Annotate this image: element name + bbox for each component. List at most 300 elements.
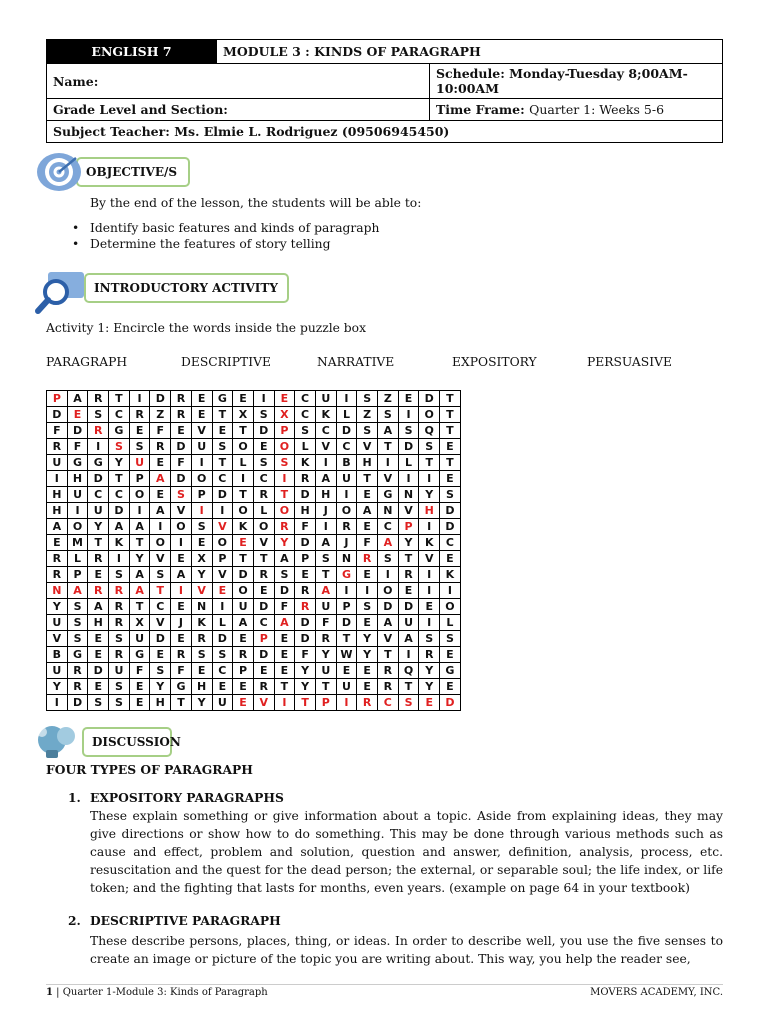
puzzle-cell: S: [212, 439, 233, 455]
puzzle-cell: R: [88, 583, 109, 599]
puzzle-cell: G: [440, 663, 461, 679]
puzzle-cell: T: [440, 423, 461, 439]
puzzle-cell: I: [336, 391, 357, 407]
puzzle-cell: U: [88, 503, 109, 519]
puzzle-cell: R: [109, 615, 130, 631]
puzzle-cell: A: [378, 423, 399, 439]
puzzle-cell: I: [129, 503, 150, 519]
puzzle-cell: P: [274, 423, 295, 439]
puzzle-cell: S: [357, 423, 378, 439]
puzzle-cell: S: [419, 631, 440, 647]
puzzle-cell: Z: [150, 407, 171, 423]
puzzle-cell: R: [67, 663, 88, 679]
puzzle-cell: A: [315, 471, 336, 487]
puzzle-cell: T: [295, 695, 316, 711]
puzzle-cell: A: [67, 391, 88, 407]
puzzle-cell: V: [419, 551, 440, 567]
grade-level-label: Grade Level and Section:: [47, 99, 430, 121]
puzzle-cell: R: [171, 407, 192, 423]
puzzle-cell: F: [295, 647, 316, 663]
puzzle-cell: H: [88, 615, 109, 631]
puzzle-cell: K: [109, 535, 130, 551]
puzzle-cell: K: [315, 407, 336, 423]
puzzle-cell: T: [440, 455, 461, 471]
puzzle-cell: E: [129, 423, 150, 439]
word-puzzle-grid: [46, 390, 461, 711]
puzzle-cell: T: [88, 535, 109, 551]
puzzle-cell: U: [109, 663, 130, 679]
puzzle-cell: S: [67, 599, 88, 615]
puzzle-row: [47, 663, 461, 679]
puzzle-cell: E: [253, 439, 274, 455]
puzzle-cell: E: [233, 695, 254, 711]
puzzle-cell: P: [336, 599, 357, 615]
puzzle-cell: T: [150, 583, 171, 599]
puzzle-cell: A: [150, 471, 171, 487]
puzzle-cell: S: [440, 631, 461, 647]
puzzle-cell: E: [191, 663, 212, 679]
puzzle-cell: D: [171, 471, 192, 487]
puzzle-cell: V: [191, 583, 212, 599]
puzzle-cell: E: [233, 679, 254, 695]
puzzle-cell: S: [191, 647, 212, 663]
puzzle-cell: D: [47, 407, 68, 423]
puzzle-cell: L: [440, 615, 461, 631]
puzzle-cell: T: [315, 679, 336, 695]
puzzle-cell: H: [357, 455, 378, 471]
puzzle-cell: E: [88, 631, 109, 647]
puzzle-cell: S: [67, 615, 88, 631]
subject-cell: ENGLISH 7: [47, 40, 217, 64]
puzzle-cell: Y: [419, 679, 440, 695]
puzzle-cell: E: [398, 391, 419, 407]
puzzle-cell: R: [378, 679, 399, 695]
teacher-cell: Subject Teacher: Ms. Elmie L. Rodriguez (09506945450): [47, 121, 723, 143]
puzzle-cell: T: [398, 551, 419, 567]
puzzle-cell: E: [233, 535, 254, 551]
puzzle-cell: R: [357, 551, 378, 567]
puzzle-cell: L: [67, 551, 88, 567]
puzzle-cell: F: [171, 455, 192, 471]
puzzle-cell: E: [440, 551, 461, 567]
word-item: EXPOSITORY: [452, 355, 537, 369]
puzzle-cell: R: [47, 551, 68, 567]
puzzle-cell: T: [378, 439, 399, 455]
puzzle-cell: U: [129, 455, 150, 471]
puzzle-cell: X: [191, 551, 212, 567]
puzzle-cell: T: [253, 551, 274, 567]
puzzle-cell: C: [253, 615, 274, 631]
puzzle-cell: T: [129, 599, 150, 615]
footer-school: MOVERS ACADEMY, INC.: [590, 987, 723, 998]
puzzle-cell: R: [233, 647, 254, 663]
puzzle-cell: O: [233, 439, 254, 455]
puzzle-cell: I: [88, 439, 109, 455]
puzzle-cell: I: [212, 599, 233, 615]
puzzle-cell: E: [212, 423, 233, 439]
puzzle-cell: E: [191, 391, 212, 407]
puzzle-cell: I: [378, 567, 399, 583]
puzzle-cell: L: [233, 455, 254, 471]
lightbulb-puzzle-icon: [34, 722, 84, 762]
puzzle-cell: Z: [378, 391, 399, 407]
puzzle-cell: O: [212, 535, 233, 551]
puzzle-cell: S: [109, 679, 130, 695]
puzzle-cell: T: [440, 407, 461, 423]
word-list: [46, 355, 726, 371]
puzzle-cell: I: [253, 391, 274, 407]
puzzle-cell: S: [88, 695, 109, 711]
puzzle-cell: I: [109, 551, 130, 567]
puzzle-cell: U: [336, 471, 357, 487]
puzzle-cell: R: [419, 647, 440, 663]
puzzle-cell: A: [129, 519, 150, 535]
header-table: [46, 39, 723, 143]
puzzle-cell: I: [419, 567, 440, 583]
objective-list: [90, 220, 379, 252]
puzzle-cell: F: [274, 599, 295, 615]
puzzle-cell: C: [295, 391, 316, 407]
activity-instruction: Activity 1: Encircle the words inside the puzzle box: [46, 321, 367, 335]
puzzle-cell: Z: [357, 407, 378, 423]
puzzle-row: [47, 439, 461, 455]
puzzle-cell: Y: [150, 679, 171, 695]
puzzle-cell: Q: [419, 423, 440, 439]
puzzle-cell: D: [336, 615, 357, 631]
puzzle-cell: F: [357, 535, 378, 551]
puzzle-cell: I: [398, 407, 419, 423]
puzzle-cell: L: [336, 407, 357, 423]
puzzle-cell: E: [233, 631, 254, 647]
puzzle-cell: D: [336, 423, 357, 439]
puzzle-cell: E: [253, 663, 274, 679]
puzzle-cell: A: [129, 583, 150, 599]
puzzle-cell: A: [88, 599, 109, 615]
puzzle-cell: S: [378, 551, 399, 567]
puzzle-cell: K: [233, 519, 254, 535]
puzzle-cell: E: [440, 439, 461, 455]
puzzle-cell: E: [357, 615, 378, 631]
word-item: NARRATIVE: [317, 355, 395, 369]
puzzle-cell: Y: [191, 695, 212, 711]
puzzle-cell: E: [171, 551, 192, 567]
puzzle-cell: R: [47, 439, 68, 455]
puzzle-cell: D: [67, 423, 88, 439]
puzzle-row: [47, 695, 461, 711]
puzzle-cell: E: [274, 391, 295, 407]
puzzle-cell: U: [67, 487, 88, 503]
puzzle-cell: F: [150, 423, 171, 439]
puzzle-cell: I: [336, 695, 357, 711]
puzzle-cell: T: [378, 647, 399, 663]
puzzle-cell: H: [47, 503, 68, 519]
puzzle-cell: C: [212, 663, 233, 679]
puzzle-cell: C: [315, 423, 336, 439]
puzzle-cell: P: [233, 663, 254, 679]
time-frame-cell: [430, 99, 723, 121]
puzzle-cell: P: [253, 631, 274, 647]
puzzle-cell: E: [171, 631, 192, 647]
puzzle-cell: A: [171, 567, 192, 583]
puzzle-cell: L: [295, 439, 316, 455]
puzzle-cell: D: [150, 631, 171, 647]
puzzle-cell: G: [129, 647, 150, 663]
puzzle-cell: P: [212, 551, 233, 567]
puzzle-cell: O: [233, 503, 254, 519]
puzzle-row: [47, 599, 461, 615]
puzzle-row: [47, 567, 461, 583]
schedule-cell: Schedule: Monday-Tuesday 8;00AM-10:00AM: [430, 64, 723, 99]
puzzle-cell: O: [274, 439, 295, 455]
puzzle-cell: E: [440, 471, 461, 487]
puzzle-cell: Y: [398, 535, 419, 551]
puzzle-cell: U: [47, 663, 68, 679]
puzzle-cell: D: [295, 631, 316, 647]
page-footer: [46, 984, 723, 998]
puzzle-cell: O: [67, 519, 88, 535]
puzzle-cell: R: [67, 679, 88, 695]
section-number: 1.: [68, 790, 81, 805]
puzzle-cell: R: [253, 567, 274, 583]
puzzle-cell: T: [212, 407, 233, 423]
puzzle-cell: C: [295, 407, 316, 423]
objective-item: • Identify basic features and kinds of paragraph: [90, 220, 379, 236]
puzzle-cell: P: [67, 567, 88, 583]
word-item: DESCRIPTIVE: [181, 355, 271, 369]
puzzle-cell: D: [378, 599, 399, 615]
puzzle-cell: I: [67, 503, 88, 519]
puzzle-cell: Y: [295, 663, 316, 679]
puzzle-cell: R: [274, 519, 295, 535]
puzzle-cell: I: [419, 583, 440, 599]
puzzle-cell: S: [109, 695, 130, 711]
puzzle-row: [47, 471, 461, 487]
puzzle-cell: P: [47, 391, 68, 407]
puzzle-cell: R: [315, 631, 336, 647]
puzzle-cell: F: [67, 439, 88, 455]
puzzle-cell: R: [171, 391, 192, 407]
puzzle-cell: R: [357, 695, 378, 711]
puzzle-cell: O: [440, 599, 461, 615]
puzzle-cell: D: [88, 471, 109, 487]
puzzle-cell: S: [315, 551, 336, 567]
puzzle-cell: D: [150, 391, 171, 407]
puzzle-cell: S: [378, 407, 399, 423]
word-item: PARAGRAPH: [46, 355, 128, 369]
puzzle-cell: U: [233, 599, 254, 615]
puzzle-cell: B: [336, 455, 357, 471]
puzzle-cell: C: [150, 599, 171, 615]
puzzle-cell: R: [253, 487, 274, 503]
puzzle-cell: Y: [47, 599, 68, 615]
puzzle-cell: Y: [419, 487, 440, 503]
puzzle-cell: A: [378, 615, 399, 631]
puzzle-cell: O: [233, 583, 254, 599]
puzzle-cell: K: [295, 455, 316, 471]
puzzle-cell: G: [212, 391, 233, 407]
word-item: PERSUASIVE: [587, 355, 672, 369]
puzzle-cell: R: [109, 599, 130, 615]
puzzle-cell: I: [336, 583, 357, 599]
puzzle-cell: Y: [295, 679, 316, 695]
puzzle-cell: G: [88, 455, 109, 471]
puzzle-cell: D: [171, 439, 192, 455]
puzzle-cell: O: [274, 503, 295, 519]
puzzle-cell: U: [315, 391, 336, 407]
puzzle-cell: Y: [129, 551, 150, 567]
puzzle-cell: S: [109, 439, 130, 455]
puzzle-cell: O: [378, 583, 399, 599]
puzzle-cell: V: [47, 631, 68, 647]
puzzle-cell: X: [129, 615, 150, 631]
puzzle-cell: D: [295, 487, 316, 503]
section-number: 2.: [68, 913, 81, 928]
puzzle-cell: E: [191, 407, 212, 423]
puzzle-cell: K: [419, 535, 440, 551]
intro-activity-title: INTRODUCTORY ACTIVITY: [84, 273, 289, 303]
puzzle-cell: A: [129, 567, 150, 583]
puzzle-cell: G: [171, 679, 192, 695]
time-frame-value: Quarter 1: Weeks 5-6: [529, 102, 665, 117]
puzzle-cell: U: [47, 455, 68, 471]
puzzle-cell: D: [253, 423, 274, 439]
puzzle-cell: E: [274, 647, 295, 663]
puzzle-cell: A: [150, 503, 171, 519]
puzzle-cell: J: [171, 615, 192, 631]
puzzle-cell: T: [440, 391, 461, 407]
puzzle-cell: U: [315, 663, 336, 679]
puzzle-cell: P: [129, 471, 150, 487]
puzzle-cell: E: [171, 423, 192, 439]
puzzle-cell: E: [88, 679, 109, 695]
puzzle-cell: P: [191, 487, 212, 503]
puzzle-cell: V: [315, 439, 336, 455]
puzzle-cell: T: [233, 487, 254, 503]
puzzle-cell: V: [212, 567, 233, 583]
puzzle-cell: I: [419, 471, 440, 487]
puzzle-cell: T: [336, 631, 357, 647]
puzzle-row: [47, 535, 461, 551]
puzzle-cell: B: [47, 647, 68, 663]
puzzle-cell: H: [150, 695, 171, 711]
puzzle-cell: D: [398, 599, 419, 615]
discussion-title: DISCUSSION: [82, 727, 172, 757]
puzzle-cell: G: [67, 455, 88, 471]
puzzle-cell: J: [315, 503, 336, 519]
puzzle-cell: I: [336, 487, 357, 503]
puzzle-cell: X: [233, 407, 254, 423]
puzzle-row: [47, 615, 461, 631]
puzzle-cell: I: [47, 471, 68, 487]
puzzle-cell: C: [253, 471, 274, 487]
puzzle-cell: E: [357, 519, 378, 535]
puzzle-row: [47, 503, 461, 519]
puzzle-cell: O: [191, 471, 212, 487]
module-title: MODULE 3 : KINDS OF PARAGRAPH: [217, 40, 723, 64]
puzzle-cell: E: [295, 567, 316, 583]
puzzle-cell: T: [419, 455, 440, 471]
puzzle-cell: D: [233, 567, 254, 583]
puzzle-cell: G: [378, 487, 399, 503]
puzzle-cell: H: [47, 487, 68, 503]
puzzle-cell: J: [336, 535, 357, 551]
puzzle-row: [47, 519, 461, 535]
puzzle-cell: L: [212, 615, 233, 631]
puzzle-cell: S: [109, 567, 130, 583]
puzzle-cell: S: [398, 423, 419, 439]
puzzle-cell: Y: [274, 535, 295, 551]
page-number: 1: [46, 987, 53, 998]
puzzle-cell: D: [253, 647, 274, 663]
puzzle-cell: D: [295, 615, 316, 631]
puzzle-cell: G: [336, 567, 357, 583]
puzzle-cell: R: [88, 423, 109, 439]
puzzle-cell: D: [398, 439, 419, 455]
puzzle-cell: S: [212, 647, 233, 663]
puzzle-cell: H: [295, 503, 316, 519]
puzzle-row: [47, 679, 461, 695]
puzzle-cell: A: [315, 583, 336, 599]
puzzle-cell: M: [67, 535, 88, 551]
footer-left: 1 | Quarter 1-Module 3: Kinds of Paragraph: [46, 987, 268, 998]
puzzle-cell: S: [357, 391, 378, 407]
puzzle-cell: V: [378, 471, 399, 487]
puzzle-cell: C: [109, 487, 130, 503]
time-frame-label: Time Frame:: [436, 102, 525, 117]
puzzle-cell: F: [315, 615, 336, 631]
puzzle-cell: S: [274, 567, 295, 583]
puzzle-cell: I: [274, 471, 295, 487]
puzzle-cell: S: [129, 439, 150, 455]
puzzle-cell: F: [171, 663, 192, 679]
puzzle-cell: E: [419, 599, 440, 615]
puzzle-cell: O: [419, 407, 440, 423]
puzzle-row: [47, 391, 461, 407]
puzzle-cell: U: [191, 439, 212, 455]
magnifier-puzzle-icon: [34, 270, 86, 314]
puzzle-cell: D: [253, 599, 274, 615]
puzzle-cell: Y: [109, 455, 130, 471]
puzzle-cell: D: [212, 487, 233, 503]
puzzle-cell: I: [419, 519, 440, 535]
puzzle-cell: S: [419, 439, 440, 455]
puzzle-cell: V: [191, 423, 212, 439]
puzzle-cell: F: [47, 423, 68, 439]
puzzle-cell: S: [253, 407, 274, 423]
footer-module: Quarter 1-Module 3: Kinds of Paragraph: [62, 987, 268, 998]
puzzle-cell: T: [274, 487, 295, 503]
puzzle-cell: E: [336, 663, 357, 679]
puzzle-cell: A: [109, 519, 130, 535]
puzzle-cell: C: [88, 487, 109, 503]
puzzle-cell: C: [336, 439, 357, 455]
puzzle-cell: V: [253, 535, 274, 551]
puzzle-cell: I: [440, 583, 461, 599]
puzzle-cell: I: [357, 583, 378, 599]
puzzle-cell: I: [233, 471, 254, 487]
puzzle-cell: D: [440, 695, 461, 711]
objective-item: • Determine the features of story telling: [90, 236, 379, 252]
puzzle-cell: R: [336, 519, 357, 535]
puzzle-cell: U: [336, 679, 357, 695]
puzzle-cell: R: [88, 391, 109, 407]
puzzle-cell: R: [171, 647, 192, 663]
puzzle-cell: T: [109, 471, 130, 487]
puzzle-cell: Y: [357, 631, 378, 647]
puzzle-cell: I: [419, 615, 440, 631]
puzzle-cell: T: [398, 679, 419, 695]
puzzle-cell: S: [357, 599, 378, 615]
